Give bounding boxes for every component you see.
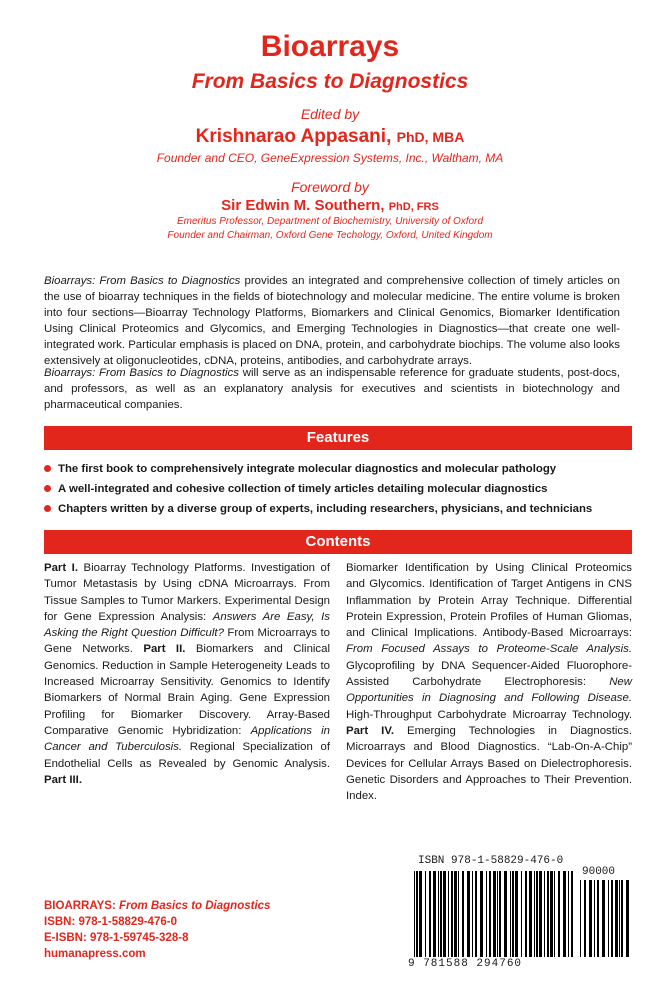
barcode-bar bbox=[451, 871, 453, 957]
barcode-bar bbox=[521, 871, 522, 957]
editor-affiliation: Founder and CEO, GeneExpression Systems, Inc., Waltham, MA bbox=[156, 151, 504, 165]
editor-name-line bbox=[0, 126, 660, 148]
barcode-bar bbox=[425, 871, 426, 957]
barcode-bar bbox=[475, 871, 477, 957]
contents-text: Biomarkers and Clinical Genomics. Reduction in Sample Heterogeneity Leads to Increased Microarray Sensitivity. Genomics to Identify Biomarkers of Normal Brain Aging. Gene Expression Profiling for Biomarker Discovery. Array-Based Comparative Genomic Hybridization: bbox=[44, 643, 330, 737]
barcode-icon bbox=[414, 871, 574, 957]
imprint-block bbox=[44, 898, 270, 946]
barcode-bar bbox=[510, 871, 511, 957]
barcode-bar bbox=[547, 871, 549, 957]
contents-part-label: Part IV. bbox=[346, 724, 395, 737]
contents-text: Biomarker Identification by Using Clinical Proteomics and Glycomics. Identification of Target Antigens in CNS Inflammation by Protein Array Technique. Differential Protein Expression, Protein Profiles of Human Gliomas, and Clinical Implications. Antibody-Based Microarrays: bbox=[346, 562, 632, 640]
feature-item bbox=[44, 499, 634, 519]
foreword-affiliation-1: Emeritus Professor, Department of Biochemistry, University of Oxford bbox=[176, 216, 484, 227]
barcode-bar bbox=[597, 880, 599, 957]
imprint-series bbox=[44, 898, 270, 914]
barcode-bar bbox=[534, 871, 535, 957]
feature-item bbox=[44, 479, 634, 499]
barcode-bar bbox=[416, 871, 418, 957]
editor-credentials: PhD, MBA bbox=[396, 129, 465, 145]
foreword-affiliation-2: Founder and Chairman, Oxford Gene Techology, Oxford, United Kingdom bbox=[167, 230, 493, 241]
barcode-bar bbox=[529, 871, 532, 957]
barcode-bar bbox=[497, 871, 498, 957]
description-paragraph-1 bbox=[44, 273, 620, 369]
foreword-author-name: Sir Edwin M. Southern, bbox=[221, 197, 385, 214]
barcode-bar bbox=[472, 871, 473, 957]
barcode-bar bbox=[525, 871, 527, 957]
barcode-bar bbox=[414, 871, 415, 957]
barcode-bar bbox=[621, 880, 623, 957]
contents-text: Glycoprofiling by DNA Sequencer-Aided Fluorophore-Assisted Carbohydrate Electrophoresis: bbox=[346, 659, 632, 689]
barcode-bar bbox=[419, 871, 422, 957]
barcode-bar bbox=[429, 871, 431, 957]
bullet-icon bbox=[44, 465, 51, 472]
barcode-bar bbox=[504, 871, 507, 957]
barcode-bar bbox=[467, 871, 470, 957]
barcode-bar bbox=[480, 871, 483, 957]
contents-part-label: Part III. bbox=[44, 773, 82, 786]
barcode-isbn-label: ISBN 978-1-58829-476-0 bbox=[418, 855, 564, 867]
barcode-bar bbox=[550, 871, 553, 957]
barcode-digits: 9 781588 294760 bbox=[408, 958, 523, 970]
barcode-bar bbox=[584, 880, 586, 957]
book-subtitle: From Basics to Diagnostics bbox=[191, 70, 469, 93]
book-title: Bioarrays bbox=[260, 30, 400, 63]
editor-name: Krishnarao Appasani, bbox=[195, 126, 392, 147]
barcode-bar bbox=[602, 880, 605, 957]
contents-text: From Microarrays to Gene Networks. bbox=[44, 627, 331, 656]
description-title-2: Bioarrays: From Basics to Diagnostics bbox=[44, 367, 239, 379]
barcode-bar bbox=[615, 880, 618, 957]
contents-italic-text: Answers Are Easy, Is Asking the Right Question Difficult? bbox=[44, 610, 330, 640]
barcode-bar bbox=[544, 871, 545, 957]
imprint-series-bold: BIOARRAYS: bbox=[44, 900, 116, 912]
barcode-bar bbox=[536, 871, 538, 957]
barcode-bar bbox=[438, 871, 439, 957]
imprint-eisbn: E-ISBN: 978-1-59745-328-8 bbox=[44, 932, 189, 944]
barcode-bar bbox=[448, 871, 449, 957]
imprint-series-italic: From Basics to Diagnostics bbox=[118, 900, 271, 912]
description-title-1: Bioarrays: From Basics to Diagnostics bbox=[44, 275, 241, 287]
barcode-bar bbox=[619, 880, 620, 957]
barcode-bar bbox=[499, 871, 501, 957]
description-text-2: will serve as an indispensable reference for graduate students, post-docs, and professors, as well as an explanatory analysis for executives and scientists in biotechnology and pharmaceutical companies. bbox=[44, 367, 620, 411]
contents-text: Emerging Technologies in Diagnostics. Microarrays and Blood Diagnostics. “Lab-On-A-Chip” Devices for Cellular Arrays Based on Dielectrophoresis. Genetic Disorders and Approaches to Their Prevention. Index. bbox=[346, 724, 632, 803]
feature-text: Chapters written by a diverse group of experts, including researchers, physicians, and technicians bbox=[58, 503, 593, 515]
barcode-bar bbox=[626, 880, 629, 957]
barcode-bar bbox=[512, 871, 514, 957]
barcode-bar bbox=[486, 871, 487, 957]
barcode-bar bbox=[458, 871, 459, 957]
bullet-icon bbox=[44, 505, 51, 512]
contents-heading: Contents bbox=[44, 530, 632, 554]
barcode-bar bbox=[611, 880, 613, 957]
description-text-1: provides an integrated and comprehensive collection of timely articles on the use of bioarray techniques in the fields of biotechnology and molecular medicine. The entire volume is broken into four sections—Bioarray Technology Platforms, Biomarkers and Clinical Genomics, Biomarker Identification Using Clinical Proteomics and Glycomics, and Emerging Technologies in Diagnostics—that create one well-integrated work. Particular emphasis is placed on DNA, protein, and carbohydrate biochips. The volume also looks extensively at oligonucleotides, cDNA, proteins, antibodies, and carbohydrate arrays. bbox=[44, 275, 621, 367]
barcode-bar bbox=[571, 871, 573, 957]
description-paragraph-2 bbox=[44, 365, 620, 413]
barcode-bar bbox=[454, 871, 457, 957]
barcode-bar bbox=[493, 871, 496, 957]
features-list bbox=[44, 459, 634, 519]
foreword-by-label: Foreword by bbox=[291, 179, 369, 195]
feature-text: A well-integrated and cohesive collection of timely articles detailing molecular diagnostics bbox=[58, 483, 548, 495]
contents-part-label: Part II. bbox=[143, 643, 186, 656]
contents-column-right bbox=[346, 560, 632, 804]
barcode-bar bbox=[563, 871, 566, 957]
barcode-bar bbox=[515, 871, 518, 957]
features-heading: Features bbox=[44, 426, 632, 450]
publisher-website-link[interactable]: humanapress.com bbox=[44, 948, 146, 960]
foreword-author-credentials: PhD, FRS bbox=[388, 201, 439, 213]
contents-italic-text: Applications in Cancer and Tuberculosis. bbox=[44, 724, 331, 754]
barcode-bar bbox=[589, 880, 592, 957]
barcode-bar bbox=[580, 880, 581, 957]
barcode-bar bbox=[489, 871, 491, 957]
bullet-icon bbox=[44, 485, 51, 492]
barcode-addon-number: 90000 bbox=[582, 866, 616, 878]
contents-part-label: Part I. bbox=[44, 562, 78, 574]
feature-text: The first book to comprehensively integrate molecular diagnostics and molecular pathology bbox=[58, 463, 557, 475]
barcode-bar bbox=[440, 871, 442, 957]
barcode-bar bbox=[608, 880, 609, 957]
contents-text: Regional Specialization of Endothelial Cells as Revealed by Genomic Analysis. bbox=[44, 741, 330, 770]
barcode-bar bbox=[594, 880, 595, 957]
contents-italic-text: New Opportunities in Diagnosing and Following Disease. bbox=[346, 676, 632, 705]
edited-by-label: Edited by bbox=[300, 106, 360, 122]
contents-column-left bbox=[44, 560, 330, 788]
imprint-isbn: ISBN: 978-1-58829-476-0 bbox=[44, 916, 177, 928]
barcode-bar bbox=[433, 871, 436, 957]
barcode-addon-icon bbox=[580, 880, 630, 957]
barcode-bar bbox=[539, 871, 542, 957]
contents-text: Bioarray Technology Platforms. Investigation of Tumor Metastasis by Using cDNA Microarrays. From Tissue Samples to Tumor Markers. Experimental Design for Gene Expression Analysis: bbox=[44, 562, 330, 623]
foreword-author-line bbox=[0, 197, 660, 214]
feature-item bbox=[44, 459, 634, 479]
barcode-bar bbox=[558, 871, 560, 957]
barcode-bar bbox=[462, 871, 464, 957]
barcode-bar bbox=[554, 871, 555, 957]
contents-italic-text: From Focused Assays to Proteome-Scale Analysis. bbox=[346, 643, 632, 656]
barcode-bar bbox=[568, 871, 569, 957]
barcode-bar bbox=[443, 871, 446, 957]
contents-text: High-Throughput Carbohydrate Microarray Technology. bbox=[346, 708, 632, 721]
